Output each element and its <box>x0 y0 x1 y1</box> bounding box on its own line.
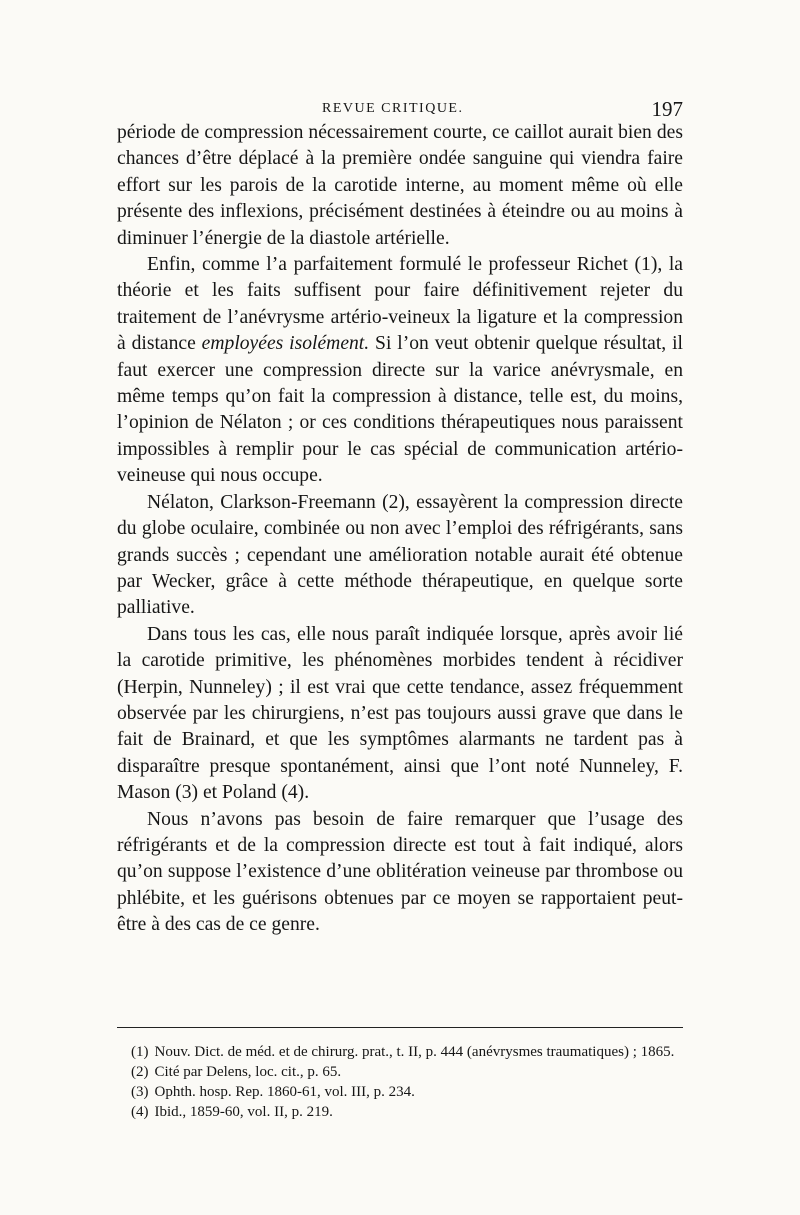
footnote-marker: (1) <box>131 1044 149 1060</box>
page-number: 197 <box>651 97 683 121</box>
footnote-marker: (4) <box>131 1104 149 1120</box>
paragraph <box>117 120 683 252</box>
paragraph-text: Si l’on veut obtenir quelque résultat, il faut exercer une compression directe sur la varice anévrysmale, en même temps qu’on fait la compression à distance, telle est, du moins, l’opinion de Nélaton ; or ces conditions thérapeutiques nous paraissent impossibles à remplir pour le cas spécial de communication artério-veineuse qui nous occupe. <box>117 333 683 487</box>
paragraph-text: Nélaton, Clarkson-Freemann (2), essayèrent la compression directe du globe oculaire, combinée ou non avec l’emploi des réfrigérants, sans grands succès ; cependant une amélioration notable aurait été obtenue par Wecker, grâce à cette méthode thérapeutique, en quelque sorte palliative. <box>117 491 683 619</box>
footnote-text: Nouv. Dict. de méd. et de chirurg. prat., t. II, p. 444 (anévrysmes traumatiques) ; 1865. <box>154 1044 675 1060</box>
footnotes <box>117 1042 683 1122</box>
footnote-text: Ibid., 1859-60, vol. II, p. 219. <box>154 1104 333 1120</box>
footnote-marker: (3) <box>131 1084 149 1100</box>
footnote <box>117 1062 683 1082</box>
footnote-text: Ophth. hosp. Rep. 1860-61, vol. III, p. 234. <box>154 1084 415 1100</box>
paragraph-text: Dans tous les cas, elle nous paraît indiquée lorsque, après avoir lié la carotide primitive, les phénomènes morbides tendent à récidiver (Herpin, Nunneley) ; il est vrai que cette tendance, assez fréquemment observée par les chirurgiens, n’est pas toujours aussi grave que dans le fait de Brainard, et que les symptômes alarmants ne tardent pas à disparaître presque spontanément, ainsi que l’ont noté Nunneley, F. Mason (3) et Poland (4). <box>117 623 683 804</box>
footnote <box>117 1102 683 1122</box>
paragraph <box>117 490 683 622</box>
footnote-text: Cité par Delens, loc. cit., p. 65. <box>154 1064 342 1080</box>
emphasized-text: employées isolément. <box>201 333 370 355</box>
running-title: REVUE CRITIQUE. <box>322 101 464 116</box>
paragraph <box>117 622 683 807</box>
paragraph-text: Nous n’avons pas besoin de faire remarquer que l’usage des réfrigérants et de la compression directe est tout à fait indiqué, alors qu’on suppose l’existence d’une oblitération veineuse par thrombose ou phlébite, et les guérisons obtenues par ce moyen se rapportaient peut-être à des cas de ce genre. <box>117 808 683 936</box>
footnote-marker: (2) <box>131 1064 149 1080</box>
paragraph <box>117 807 683 939</box>
paragraph-text: Enfin, comme l’a parfaitement formulé le professeur Richet (1), la théorie et les faits suffisent pour faire définitivement rejeter du traitement de l’anévrysme artério-veineux la ligature et la compression à distance <box>117 254 683 355</box>
footnote <box>117 1082 683 1102</box>
footnote <box>117 1042 683 1062</box>
paragraph-text: période de compression nécessairement courte, ce caillot aurait bien des chances d’être déplacé à la première ondée sanguine qui viendra faire effort sur les parois de la carotide interne, au moment même où elle présente des inflexions, précisément destinées à éteindre ou au moins à diminuer l’énergie de la diastole artérielle. <box>117 122 683 249</box>
footnote-divider <box>117 1027 683 1028</box>
body-text <box>117 120 683 939</box>
paragraph <box>117 252 683 490</box>
